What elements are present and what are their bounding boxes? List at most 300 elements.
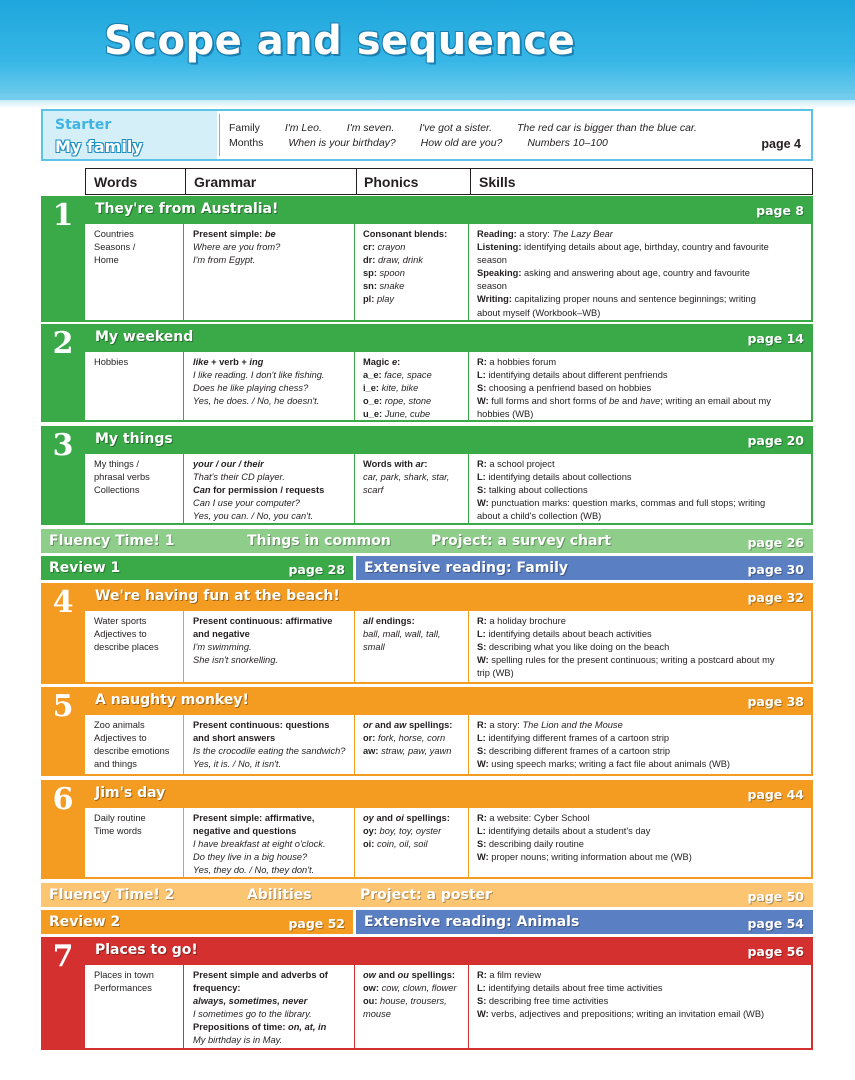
text-run: dr:: [363, 255, 378, 266]
grammar-cell: [193, 969, 351, 1048]
text-run: scarf: [363, 485, 384, 496]
text-run: R:: [477, 720, 490, 730]
unit-title: My things: [95, 431, 173, 447]
text-run: always, sometimes, never: [193, 996, 308, 1007]
text-run: Present simple and adverbs of: [193, 970, 328, 980]
column-grammar: Grammar: [194, 174, 257, 190]
text-run: spellings:: [408, 970, 455, 980]
cell-line: [477, 408, 807, 421]
unit-number: [41, 426, 85, 525]
text-run: Listening:: [477, 242, 524, 253]
text-run: ow:: [363, 983, 382, 994]
cell-line: [193, 254, 351, 267]
text-run: i_e:: [363, 383, 382, 394]
starter-content: [219, 114, 811, 156]
cell-line: [477, 241, 807, 254]
text-run: on, at, in: [288, 1022, 327, 1033]
fluency-project: Project: a survey chart: [431, 533, 611, 549]
cell-line: [477, 641, 807, 654]
text-run: using speech marks; writing a fact file about animals (WB): [491, 759, 731, 770]
text-run: identifying different frames of a cartoon strip: [488, 733, 670, 744]
cell-line: [193, 369, 351, 382]
word-item: Performances: [94, 983, 152, 994]
text-run: L:: [477, 472, 489, 483]
cell-line: [363, 719, 467, 732]
starter-item: The red car is bigger than the blue car.: [517, 122, 697, 134]
text-run: Words with: [363, 459, 416, 469]
cell-line: [193, 654, 351, 667]
cell-line: [193, 969, 351, 982]
cell-line: [477, 838, 807, 851]
text-run: Present continuous: questions: [193, 720, 330, 730]
grammar-cell: [193, 356, 351, 408]
unit-number-text: 3: [52, 428, 74, 463]
unit-number-text: 2: [52, 326, 74, 361]
cell-line: [193, 1021, 351, 1034]
cell-line: [477, 497, 807, 510]
cell-line: [363, 458, 467, 471]
unit-number-text: 6: [52, 782, 74, 817]
cell-line: [477, 382, 807, 395]
unit-1: [41, 196, 813, 322]
unit-body: [85, 715, 813, 776]
word-item: describe emotions: [94, 746, 170, 757]
text-run: house, trousers,: [380, 996, 447, 1007]
cell-line: [193, 812, 351, 825]
text-run: S:: [477, 839, 489, 850]
cell-line: [477, 228, 807, 241]
extensive-reading-1: [356, 556, 813, 580]
text-run: talking about collections: [488, 485, 588, 496]
starter-item: Numbers 10–100: [527, 137, 608, 149]
cell-line: [193, 745, 351, 758]
text-run: Do they live in a big house?: [193, 852, 308, 863]
text-run: be: [264, 229, 276, 239]
phonics-cell: [363, 969, 467, 1021]
extensive-page: page 30: [747, 562, 804, 577]
text-run: ar: [415, 459, 425, 469]
text-run: Yes, you can. / No, you can't.: [193, 511, 314, 522]
text-run: describing different frames of a cartoon strip: [488, 746, 671, 757]
text-run: She isn't snorkelling.: [193, 655, 278, 666]
text-run: I'm swimming.: [193, 642, 252, 653]
cell-line: [363, 615, 467, 628]
text-run: Speaking:: [477, 268, 525, 279]
starter-item: Months: [229, 137, 264, 149]
text-run: play: [376, 294, 395, 305]
starter-item: Family: [229, 122, 260, 134]
text-run: sp:: [363, 268, 380, 279]
text-run: crayon: [377, 242, 406, 253]
text-run: fork, horse, corn: [377, 733, 446, 744]
text-run: W:: [477, 852, 492, 863]
text-run: proper nouns; writing information about me (WB): [491, 852, 692, 863]
text-run: R:: [477, 813, 490, 823]
text-run: oy:: [363, 826, 380, 837]
word-item: Hobbies: [94, 357, 129, 367]
skills-cell: [477, 969, 807, 1021]
cell-line: [477, 654, 807, 667]
cell-line: [477, 745, 807, 758]
cell-line: [363, 641, 467, 654]
text-run: oi: [395, 813, 404, 823]
fluency-page: page 26: [747, 535, 804, 550]
text-run: a story:: [519, 229, 553, 239]
text-run: identifying details about free time activities: [488, 983, 663, 994]
text-run: W:: [477, 396, 492, 407]
text-run: L:: [477, 629, 489, 640]
unit-number-text: 5: [52, 689, 74, 724]
unit-title-bar: [85, 937, 813, 965]
extensive-reading-2: [356, 910, 813, 934]
unit-title: Places to go!: [95, 942, 198, 958]
text-run: u_e:: [363, 409, 385, 420]
text-run: season: [477, 255, 507, 266]
text-run: about myself (Workbook–WB): [477, 307, 601, 318]
text-run: Consonant blends:: [363, 229, 448, 239]
text-run: small: [363, 642, 385, 653]
unit-body: [85, 454, 813, 525]
text-run: car, park, shark, star,: [363, 472, 450, 483]
starter-label: Starter: [55, 117, 112, 133]
text-run: about a child's collection (WB): [477, 511, 602, 522]
unit-title-bar: [85, 583, 813, 611]
text-run: aw: [394, 720, 407, 730]
text-run: S:: [477, 485, 489, 496]
cell-line: [363, 838, 467, 851]
text-run: Can: [193, 485, 211, 496]
text-run: your / our / their: [193, 459, 264, 469]
text-run: identifying details about different penfriends: [488, 370, 668, 381]
text-run: like: [193, 357, 209, 367]
unit-body: [85, 224, 813, 322]
phonics-cell: [363, 228, 467, 307]
unit-6: [41, 780, 813, 879]
grammar-cell: [193, 228, 351, 267]
page-title: Scope and sequence: [104, 18, 576, 64]
grammar-cell: [193, 458, 351, 523]
review-row-1: [41, 556, 813, 580]
text-run: That's their CD player.: [193, 472, 285, 483]
text-run: describing daily routine: [488, 839, 584, 850]
cell-line: [477, 758, 807, 771]
extensive-page: page 54: [747, 916, 804, 931]
text-run: a school project: [489, 459, 555, 469]
text-run: and short answers: [193, 733, 276, 744]
starter-unit: [41, 109, 813, 161]
starter-item: I'm seven.: [346, 122, 395, 134]
word-item: Time words: [94, 826, 142, 837]
word-item: describe places: [94, 642, 159, 653]
skills-cell: [477, 719, 807, 771]
extensive-label: Extensive reading: Family: [364, 560, 569, 576]
text-run: R:: [477, 970, 490, 980]
text-run: spellings:: [406, 720, 453, 730]
words-cell: [94, 228, 180, 267]
word-item: Zoo animals: [94, 720, 145, 730]
text-run: Yes, he does. / No, he doesn't.: [193, 396, 320, 407]
starter-line-2: [229, 137, 630, 149]
cell-line: [193, 851, 351, 864]
starter-heading: [43, 111, 217, 159]
text-run: a hobbies forum: [489, 357, 557, 367]
text-run: full forms and short forms of: [491, 396, 610, 407]
skills-cell: [477, 812, 807, 864]
starter-page: page 4: [761, 137, 801, 151]
unit-number: [41, 687, 85, 776]
text-run: face, space: [384, 370, 432, 381]
cell-line: [477, 732, 807, 745]
cell-line: [193, 497, 351, 510]
text-run: coin, oil, soil: [376, 839, 428, 850]
text-run: R:: [477, 459, 490, 469]
unit-number-text: 1: [52, 198, 74, 233]
text-run: aw:: [363, 746, 382, 757]
text-run: and: [373, 813, 396, 823]
cell-line: [193, 484, 351, 497]
unit-7: [41, 937, 813, 1050]
text-run: ; writing an email about my: [660, 396, 771, 407]
unit-5: [41, 687, 813, 776]
cell-line: [363, 395, 467, 408]
text-run: Present continuous: affirmative: [193, 616, 333, 626]
text-run: W:: [477, 759, 492, 770]
unit-title-bar: [85, 687, 813, 715]
cell-line: [477, 667, 807, 680]
text-run: a website: Cyber School: [489, 813, 590, 823]
cell-line: [363, 267, 467, 280]
text-run: Present simple:: [193, 229, 265, 239]
text-run: W:: [477, 655, 492, 666]
unit-3: [41, 426, 813, 525]
unit-body: [85, 611, 813, 684]
review-page: page 28: [288, 562, 345, 577]
words-cell: [94, 719, 180, 771]
cell-line: [193, 732, 351, 745]
text-run: verbs, adjectives and prepositions; writing an invitation email (WB): [491, 1009, 765, 1020]
cell-line: [193, 825, 351, 838]
unit-number-text: 4: [52, 585, 74, 620]
text-run: identifying details about age, birthday, country and favourite: [524, 242, 769, 253]
fluency-time-1: [41, 529, 813, 553]
cell-line: [193, 1008, 351, 1021]
cell-line: [477, 280, 807, 293]
text-run: Where are you from?: [193, 242, 281, 253]
unit-page: page 32: [747, 590, 804, 605]
cell-line: [477, 267, 807, 280]
text-run: I sometimes go to the library.: [193, 1009, 312, 1020]
text-run: negative and questions: [193, 826, 297, 837]
text-run: S:: [477, 996, 489, 1007]
text-run: mouse: [363, 1009, 391, 1020]
starter-item: How old are you?: [420, 137, 503, 149]
review-2: [41, 910, 353, 934]
unit-2: [41, 324, 813, 422]
words-cell: [94, 615, 180, 654]
cell-line: [193, 1034, 351, 1047]
cell-line: [193, 641, 351, 654]
cell-line: [193, 864, 351, 877]
cell-line: [477, 307, 807, 320]
cell-line: [477, 982, 807, 995]
unit-title: We're having fun at the beach!: [95, 588, 340, 604]
text-run: I like reading. I don't like fishing.: [193, 370, 325, 381]
unit-page: page 14: [747, 331, 804, 346]
text-run: or: [363, 720, 373, 730]
unit-title: A naughty monkey!: [95, 692, 249, 708]
text-run: be: [609, 396, 620, 407]
column-phonics: Phonics: [364, 174, 419, 190]
cell-line: [477, 812, 807, 825]
text-run: or:: [363, 733, 378, 744]
fluency-time-2: [41, 883, 813, 907]
text-run: spelling rules for the present continuous; writing a postcard about my: [491, 655, 775, 666]
cell-line: [363, 382, 467, 395]
text-run: punctuation marks: question marks, commas and full stops; writing: [491, 498, 766, 509]
text-run: Yes, it is. / No, it isn't.: [193, 759, 282, 770]
text-run: S:: [477, 746, 489, 757]
text-run: and: [372, 720, 395, 730]
text-run: trip (WB): [477, 668, 514, 679]
starter-line-1: [229, 122, 719, 134]
word-item: My things /: [94, 459, 139, 469]
unit-page: page 8: [756, 203, 804, 218]
word-item: Places in town: [94, 970, 154, 980]
review-row-2: [41, 910, 813, 934]
text-run: S:: [477, 642, 489, 653]
cell-line: [193, 628, 351, 641]
fluency-label: Fluency Time! 1: [49, 533, 175, 549]
header-banner: [0, 0, 855, 100]
unit-page: page 56: [747, 944, 804, 959]
skills-cell: [477, 228, 807, 320]
text-run: L:: [477, 983, 489, 994]
text-run: L:: [477, 370, 489, 381]
text-run: a holiday brochure: [489, 616, 566, 626]
cell-line: [193, 356, 351, 369]
text-run: spellings:: [403, 813, 450, 823]
text-run: W:: [477, 498, 492, 509]
text-run: Does he like playing chess?: [193, 383, 309, 394]
column-header: [85, 168, 813, 195]
text-run: describing what you like doing on the beach: [488, 642, 670, 653]
text-run: The Lion and the Mouse: [522, 720, 623, 730]
text-run: identifying details about beach activities: [488, 629, 652, 640]
cell-line: [477, 851, 807, 864]
cell-line: [477, 719, 807, 732]
cell-line: [477, 825, 807, 838]
column-skills: Skills: [479, 174, 516, 190]
text-run: Present simple: affirmative,: [193, 813, 315, 823]
text-run: snake: [379, 281, 405, 292]
cell-line: [363, 369, 467, 382]
text-run: oy: [363, 813, 374, 823]
text-run: Prepositions of time:: [193, 1022, 289, 1033]
text-run: for permission / requests: [210, 485, 325, 496]
unit-body: [85, 808, 813, 879]
cell-line: [363, 825, 467, 838]
unit-4: [41, 583, 813, 684]
grammar-cell: [193, 719, 351, 771]
text-run: + verb +: [208, 357, 250, 367]
cell-line: [363, 228, 467, 241]
cell-line: [363, 293, 467, 306]
cell-line: [477, 1008, 807, 1021]
cell-line: [363, 732, 467, 745]
grammar-cell: [193, 615, 351, 667]
text-run: I have breakfast at eight o'clock.: [193, 839, 326, 850]
cell-line: [363, 356, 467, 369]
cell-line: [363, 280, 467, 293]
cell-line: [477, 510, 807, 523]
cell-line: [363, 1008, 467, 1021]
text-run: choosing a penfriend based on hobbies: [488, 383, 652, 394]
word-item: Home: [94, 255, 119, 266]
cell-line: [477, 458, 807, 471]
text-run: boy, toy, oyster: [379, 826, 442, 837]
cell-line: [193, 471, 351, 484]
unit-body: [85, 965, 813, 1050]
words-cell: [94, 812, 180, 838]
fluency-label: Fluency Time! 2: [49, 887, 175, 903]
text-run: identifying details about collections: [488, 472, 632, 483]
word-item: phrasal verbs: [94, 472, 150, 483]
text-run: capitalizing proper nouns and sentence beginnings; writing: [514, 294, 756, 305]
text-run: identifying details about a student's day: [488, 826, 651, 837]
column-words: Words: [94, 174, 138, 190]
text-run: The Lazy Bear: [552, 229, 613, 239]
text-run: draw, drink: [377, 255, 423, 266]
cell-line: [363, 982, 467, 995]
cell-line: [193, 458, 351, 471]
text-run: cow, clown, flower: [381, 983, 457, 994]
phonics-cell: [363, 458, 467, 497]
cell-line: [193, 510, 351, 523]
text-run: hobbies (WB): [477, 409, 534, 420]
unit-body: [85, 352, 813, 422]
text-run: :: [397, 357, 401, 367]
text-run: o_e:: [363, 396, 385, 407]
unit-title-bar: [85, 426, 813, 454]
starter-item: I'm Leo.: [284, 122, 322, 134]
word-item: Collections: [94, 485, 140, 496]
cell-line: [193, 382, 351, 395]
text-run: have: [640, 396, 661, 407]
unit-number: [41, 583, 85, 684]
cell-line: [477, 615, 807, 628]
text-run: R:: [477, 357, 490, 367]
cell-line: [363, 484, 467, 497]
unit-title: Jim's day: [95, 785, 166, 801]
unit-page: page 38: [747, 694, 804, 709]
cell-line: [477, 628, 807, 641]
phonics-cell: [363, 812, 467, 851]
text-run: a_e:: [363, 370, 385, 381]
fluency-page: page 50: [747, 889, 804, 904]
cell-line: [477, 995, 807, 1008]
text-run: Writing:: [477, 294, 515, 305]
cell-line: [477, 369, 807, 382]
text-run: June, cube: [384, 409, 431, 420]
cell-line: [363, 995, 467, 1008]
cell-line: [193, 615, 351, 628]
word-item: Water sports: [94, 616, 147, 626]
text-run: Can I use your computer?: [193, 498, 300, 509]
text-run: e: [391, 357, 398, 367]
text-run: describing free time activities: [488, 996, 609, 1007]
cell-line: [193, 982, 351, 995]
cell-line: [193, 995, 351, 1008]
